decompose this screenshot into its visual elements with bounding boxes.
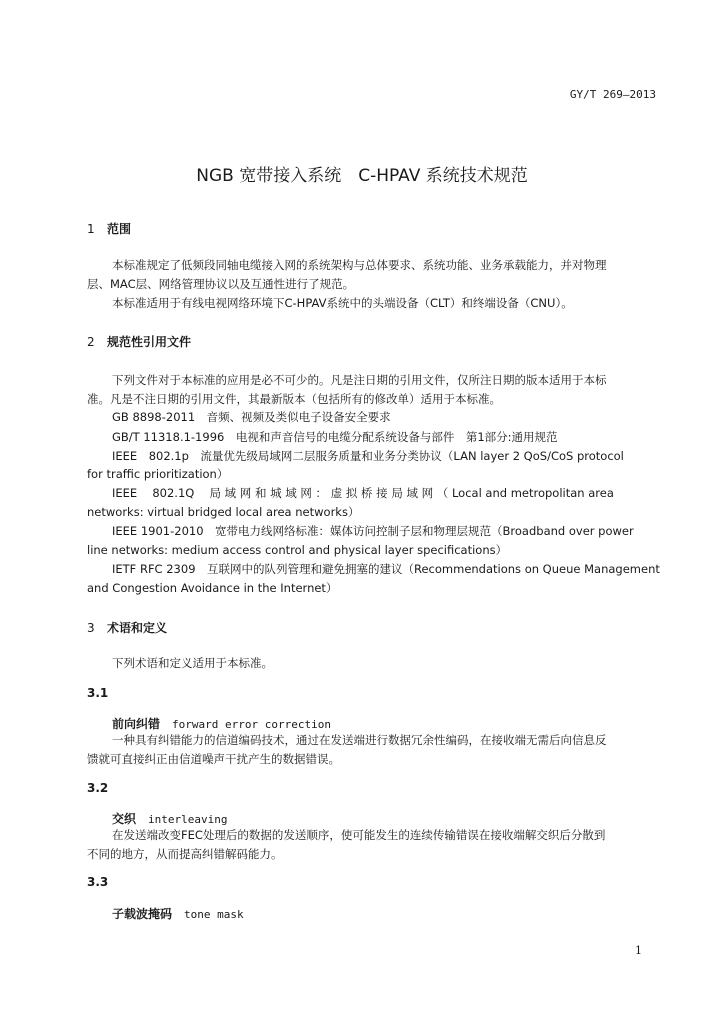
reference-gb-8898: GB 8898-2011 音频、视频及类似电子设备安全要求 xyxy=(112,410,391,424)
reference-ieee-1901-line-2: line networks: medium access control and physical layer specifications） xyxy=(87,543,508,557)
standard-code-header: GY/T 269—2013 xyxy=(569,88,656,101)
document-title: NGB 宽带接入系统 C-HPAV 系统技术规范 xyxy=(196,166,528,186)
section-1-paragraph-1-line-1: 本标准规定了低频段同轴电缆接入网的系统架构与总体要求、系统功能、业务承载能力，并对物理 xyxy=(112,258,607,272)
section-2-title: 规范性引用文件 xyxy=(107,335,192,349)
term-3-2-number: 3.2 xyxy=(87,781,109,795)
reference-rfc-2309-line-2: and Congestion Avoidance in the Internet） xyxy=(87,581,338,595)
section-3-intro: 下列术语和定义适用于本标准。 xyxy=(112,656,273,670)
reference-rfc-2309-line-1: IETF RFC 2309 互联网中的队列管理和避免拥塞的建议（Recommendations on Queue Management xyxy=(112,562,660,576)
term-3-3-english: tone mask xyxy=(184,908,244,921)
page-number: 1 xyxy=(635,944,642,957)
section-3-number: 3 xyxy=(87,621,95,635)
reference-ieee-8021p-line-1: IEEE 802.1p 流量优先级局域网二层服务质量和业务分类协议（LAN layer 2 QoS/CoS protocol xyxy=(112,449,624,463)
reference-ieee-8021p-line-2: for traffic prioritization） xyxy=(87,467,229,481)
term-3-3-chinese: 子载波掩码 xyxy=(112,907,173,921)
section-1-paragraph-2: 本标准适用于有线电视网络环境下C-HPAV系统中的头端设备（CLT）和终端设备（CNU）。 xyxy=(112,296,573,310)
section-3-heading xyxy=(87,619,167,636)
section-1-title: 范围 xyxy=(107,222,132,236)
term-3-2-definition-line-1: 在发送端改变FEC处理后的数据的发送顺序，使可能发生的连续传输错误在接收端解交织后分散到 xyxy=(112,828,606,842)
term-3-1-definition-line-2: 馈就可直接纠正由信道噪声干扰产生的数据错误。 xyxy=(87,752,340,766)
term-3-1-title xyxy=(112,713,331,732)
term-3-2-chinese: 交织 xyxy=(112,812,137,826)
reference-ieee-8021q-line-2: networks: virtual bridged local area networks） xyxy=(87,505,360,519)
reference-gbt-11318: GB/T 11318.1-1996 电视和声音信号的电缆分配系统设备与部件 第1部分:通用规范 xyxy=(112,430,558,444)
section-3-title: 术语和定义 xyxy=(107,621,168,635)
reference-ieee-1901-line-1: IEEE 1901-2010 宽带电力线网络标准：媒体访问控制子层和物理层规范（Broadband over power xyxy=(112,524,634,538)
section-1-heading xyxy=(87,220,131,237)
section-2-heading xyxy=(87,333,191,350)
section-2-intro-line-2: 准。凡是不注日期的引用文件，其最新版本（包括所有的修改单）适用于本标准。 xyxy=(87,392,501,406)
reference-ieee-8021q-line-1: IEEE 802.1Q 局 域 网 和 城 域 网 ： 虚 拟 桥 接 局 域 网 （ Local and metropolitan area xyxy=(112,486,614,500)
term-3-3-title xyxy=(112,903,244,922)
term-3-2-english: interleaving xyxy=(148,813,228,826)
term-3-1-definition-line-1: 一种具有纠错能力的信道编码技术，通过在发送端进行数据冗余性编码，在接收端无需后向信息反 xyxy=(112,733,607,747)
term-3-2-title xyxy=(112,808,228,827)
term-3-2-definition-line-2: 不同的地方，从而提高纠错解码能力。 xyxy=(87,847,283,861)
term-3-1-english: forward error correction xyxy=(172,718,331,731)
term-3-1-number: 3.1 xyxy=(87,686,109,700)
section-1-number: 1 xyxy=(87,222,95,236)
section-2-intro-line-1: 下列文件对于本标准的应用是必不可少的。凡是注日期的引用文件，仅所注日期的版本适用于本标 xyxy=(112,373,607,387)
section-2-number: 2 xyxy=(87,335,95,349)
section-1-paragraph-1-line-2: 层、MAC层、网络管理协议以及互通性进行了规范。 xyxy=(87,277,355,291)
term-3-3-number: 3.3 xyxy=(87,875,109,889)
term-3-1-chinese: 前向纠错 xyxy=(112,717,161,731)
